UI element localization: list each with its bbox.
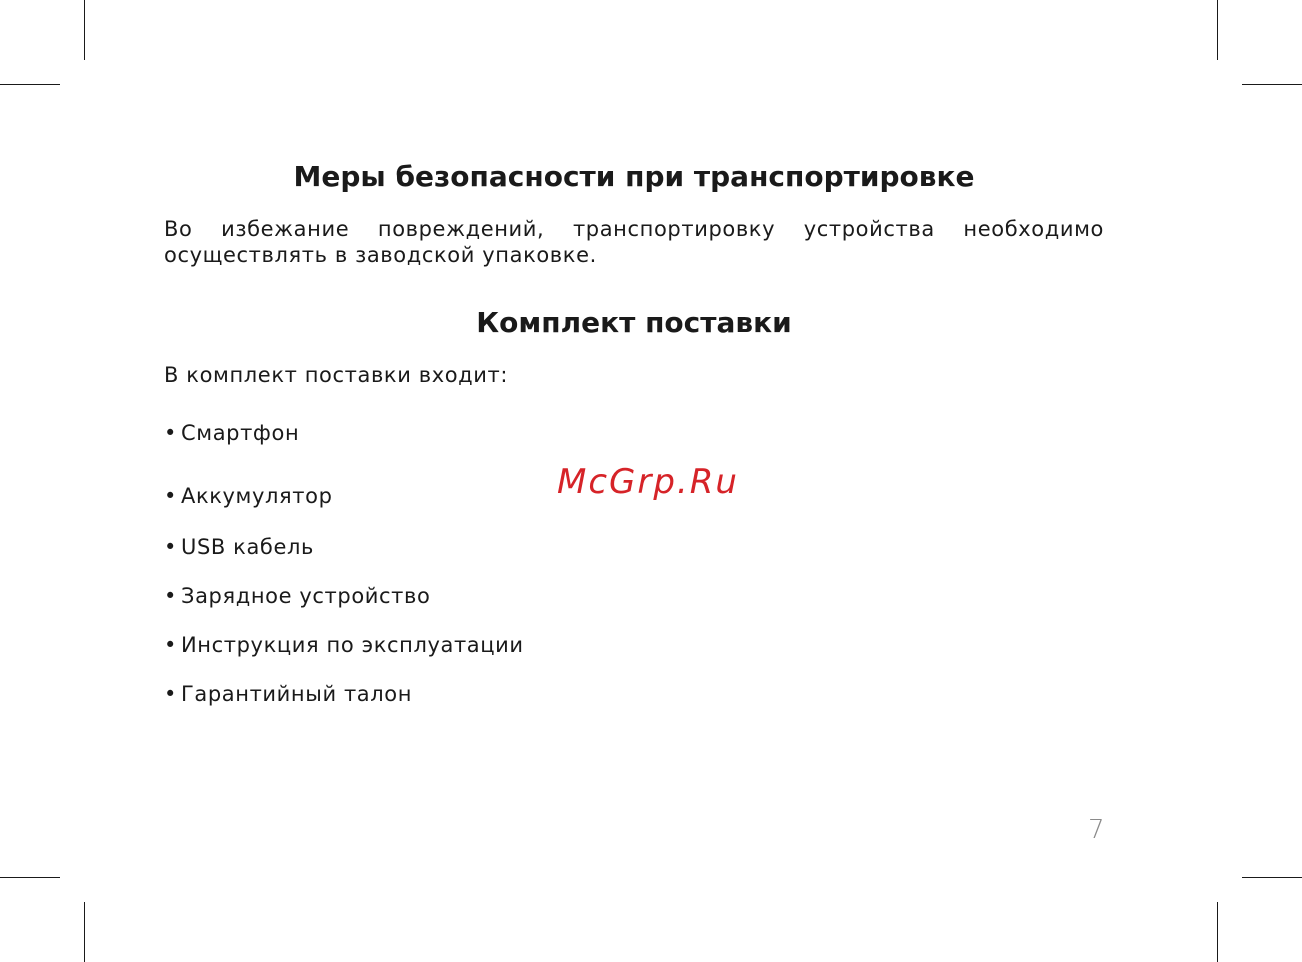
bullet-icon: • [164, 584, 177, 608]
list-item-label: Зарядное устройство [181, 584, 431, 608]
list-item-label: Аккумулятор [181, 484, 333, 508]
list-item-charger [164, 583, 430, 609]
list-item-label: Смартфон [181, 421, 300, 445]
watermark-logo: McGrp.Ru [557, 462, 739, 502]
crop-mark-bottom-right-horizontal [1242, 877, 1302, 878]
list-item-label: Гарантийный талон [181, 682, 413, 706]
list-item-label: Инструкция по эксплуатации [181, 633, 524, 657]
list-item-label: USB кабель [181, 535, 315, 559]
crop-mark-bottom-left-horizontal [0, 877, 60, 878]
crop-mark-top-left-horizontal [0, 84, 60, 85]
crop-mark-bottom-left-vertical [84, 902, 85, 962]
bullet-icon: • [164, 535, 177, 559]
package-contents-intro: В комплект поставки входит: [164, 363, 509, 387]
transport-safety-line-1: Во избежание повреждений, транспортировку устройства необходимо [164, 217, 1104, 241]
crop-mark-top-left-vertical [84, 0, 85, 60]
list-item-smartphone [164, 420, 299, 446]
package-contents-heading: Комплект поставки [476, 306, 792, 339]
crop-mark-top-right-horizontal [1242, 84, 1302, 85]
transport-safety-heading: Меры безопасности при транспортировке [293, 160, 975, 193]
list-item-manual [164, 632, 524, 658]
transport-safety-line-2: осуществлять в заводской упаковке. [164, 243, 597, 267]
bullet-icon: • [164, 421, 177, 445]
list-item-battery [164, 483, 333, 509]
page-number: 7 [1088, 815, 1105, 845]
crop-mark-bottom-right-vertical [1217, 902, 1218, 962]
transport-safety-paragraph [164, 216, 1104, 268]
list-item-usb-cable [164, 534, 314, 560]
bullet-icon: • [164, 484, 177, 508]
bullet-icon: • [164, 633, 177, 657]
list-item-warranty-card [164, 681, 412, 707]
bullet-icon: • [164, 682, 177, 706]
crop-mark-top-right-vertical [1217, 0, 1218, 60]
